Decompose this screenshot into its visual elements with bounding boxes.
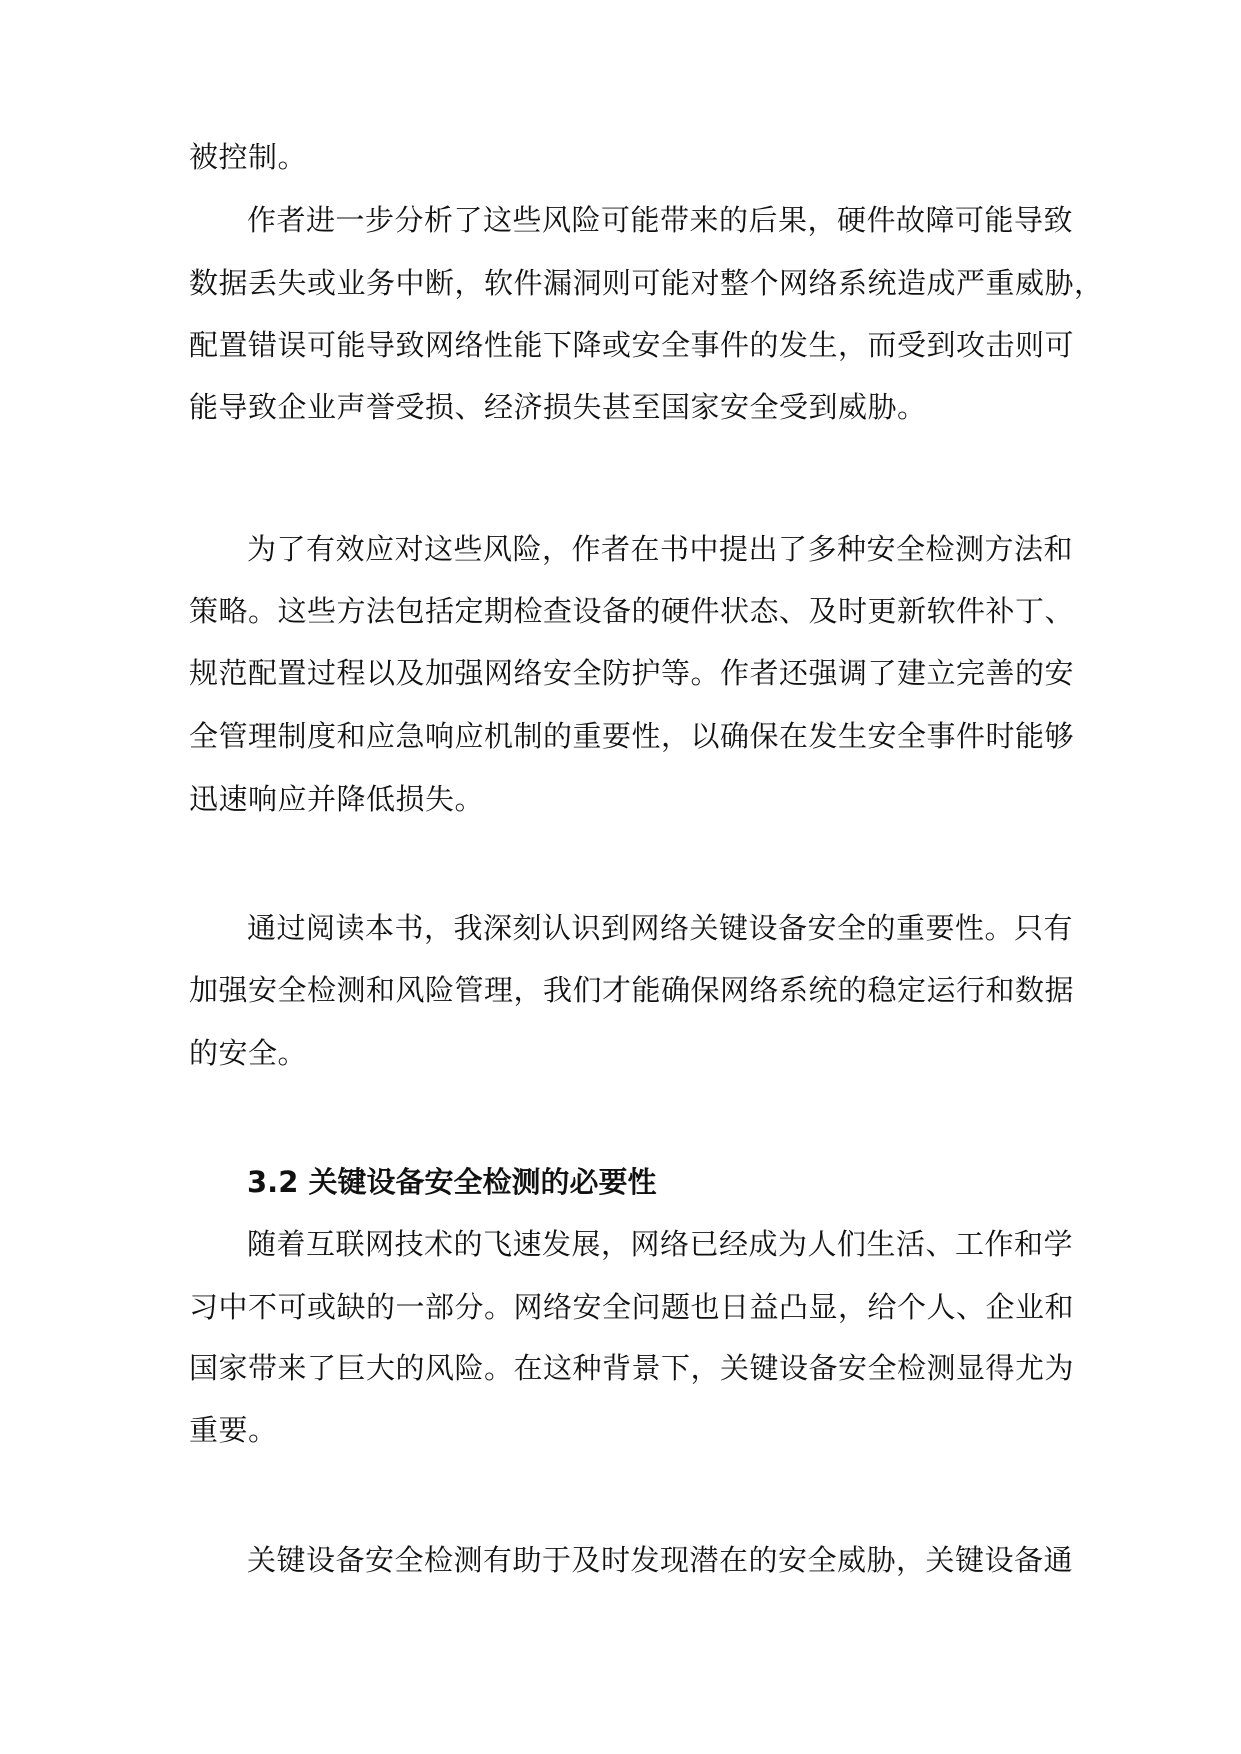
paragraph-line: 通过阅读本书，我深刻认识到网络关键设备安全的重要性。只有 [247, 911, 1074, 945]
paragraph-line: 为了有效应对这些风险，作者在书中提出了多种安全检测方法和 [247, 532, 1074, 566]
paragraph-line: 迅速响应并降低损失。 [189, 782, 485, 816]
paragraph-line: 习中不可或缺的一部分。网络安全问题也日益凸显，给个人、企业和 [189, 1290, 1075, 1324]
paragraph-line: 配置错误可能导致网络性能下降或安全事件的发生，而受到攻击则可 [189, 328, 1075, 362]
paragraph-line: 关键设备安全检测有助于及时发现潜在的安全威胁，关键设备通 [247, 1543, 1074, 1577]
paragraph-line: 作者进一步分析了这些风险可能带来的后果，硬件故障可能导致 [247, 203, 1074, 237]
paragraph-line: 全管理制度和应急响应机制的重要性，以确保在发生安全事件时能够 [189, 719, 1075, 753]
paragraph-line: 数据丢失或业务中断，软件漏洞则可能对整个网络系统造成严重威胁， [189, 266, 1104, 300]
paragraph-line: 重要。 [189, 1413, 278, 1447]
paragraph-line: 被控制。 [189, 140, 308, 174]
paragraph-line: 能导致企业声誉受损、经济损失甚至国家安全受到威胁。 [189, 390, 927, 424]
paragraph-line: 加强安全检测和风险管理，我们才能确保网络系统的稳定运行和数据 [189, 973, 1075, 1007]
section-heading: 3.2 关键设备安全检测的必要性 [247, 1165, 657, 1199]
paragraph-line: 策略。这些方法包括定期检查设备的硬件状态、及时更新软件补丁、 [189, 594, 1075, 628]
paragraph-line: 国家带来了巨大的风险。在这种背景下，关键设备安全检测显得尤为 [189, 1351, 1075, 1385]
paragraph-line: 的安全。 [189, 1036, 308, 1070]
paragraph-line: 规范配置过程以及加强网络安全防护等。作者还强调了建立完善的安 [189, 656, 1075, 690]
paragraph-line: 随着互联网技术的飞速发展，网络已经成为人们生活、工作和学 [247, 1227, 1074, 1261]
